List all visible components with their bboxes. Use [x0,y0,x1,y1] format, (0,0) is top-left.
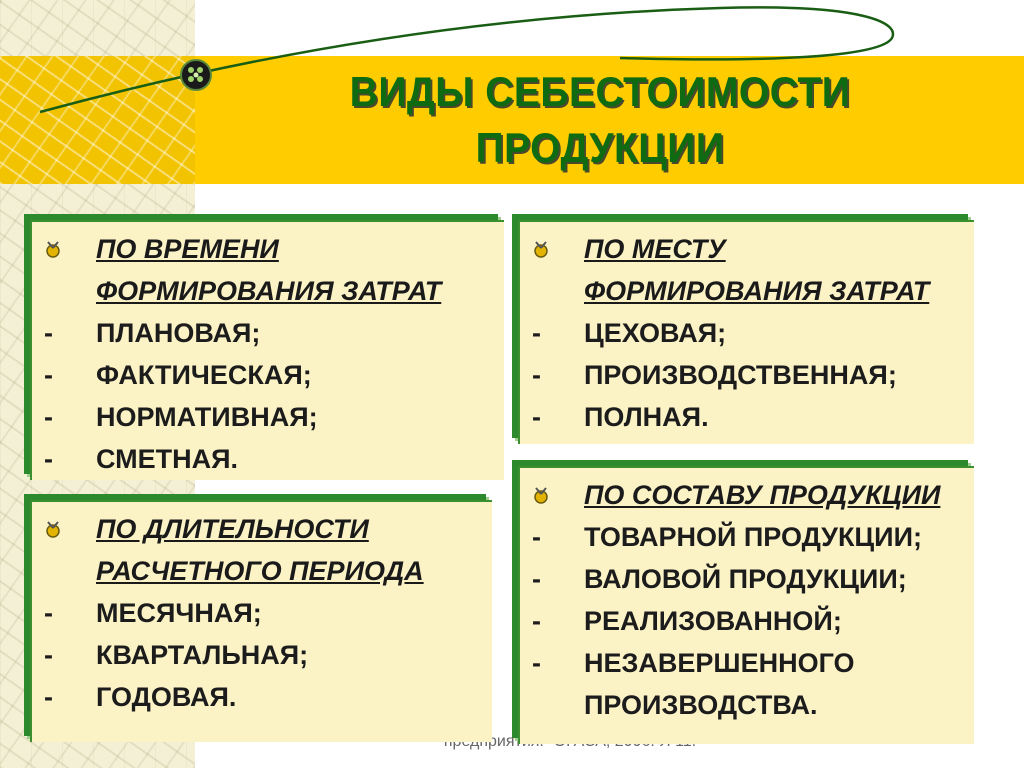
list-item: - СМЕТНАЯ. [44,444,239,474]
list-item: - ЦЕХОВАЯ; [532,318,727,348]
title-line-1: ВИДЫ СЕБЕСТОИМОСТИ [349,68,851,115]
list-item: - МЕСЯЧНАЯ; [44,598,262,628]
box-heading-text: ПО ВРЕМЕНИ ФОРМИРОВАНИЯ ЗАТРАТ [96,234,442,306]
list-item: - РЕАЛИЗОВАННОЙ; [532,606,842,636]
list-item: - ГОДОВАЯ. [44,682,237,712]
box-time-of-cost-formation [30,220,504,480]
box-heading [32,508,492,592]
list-item: - ПРОИЗВОДСТВЕННАЯ; [532,360,897,390]
list-item: - НОРМАТИВНАЯ; [44,402,318,432]
slide-title [256,64,944,176]
box-heading-text: ПО СОСТАВУ ПРОДУКЦИИ [584,480,941,510]
box-heading [520,228,974,312]
box-heading [32,228,504,312]
box-place-of-cost-formation [518,220,974,444]
title-line-2: ПРОДУКЦИИ [475,124,725,171]
bullet-icon [520,474,584,504]
list-item: - ПЛАНОВАЯ; [44,318,261,348]
bullet-icon [32,228,96,258]
list-item: - ТОВАРНОЙ ПРОДУКЦИИ; [532,522,922,552]
list-item: - НЕЗАВЕРШЕННОГО ПРОИЗВОДСТВА. [532,648,855,720]
list-item: - ФАКТИЧЕСКАЯ; [44,360,312,390]
box-heading-text: ПО ДЛИТЕЛЬНОСТИ РАСЧЕТНОГО ПЕРИОДА [96,514,424,586]
list-item: - ПОЛНАЯ. [532,402,709,432]
list-item: - ВАЛОВОЙ ПРОДУКЦИИ; [532,564,907,594]
footer-line-2: предприятия.- [443,733,550,750]
decorative-pattern-yellow [0,56,195,184]
list-item: - КВАРТАЛЬНАЯ; [44,640,309,670]
box-product-composition [518,466,974,744]
box-settlement-period-duration [30,500,492,742]
box-heading [520,474,974,516]
bullet-icon [520,228,584,258]
box-heading-text: ПО МЕСТУ ФОРМИРОВАНИЯ ЗАТРАТ [584,234,930,306]
bullet-icon [32,508,96,538]
